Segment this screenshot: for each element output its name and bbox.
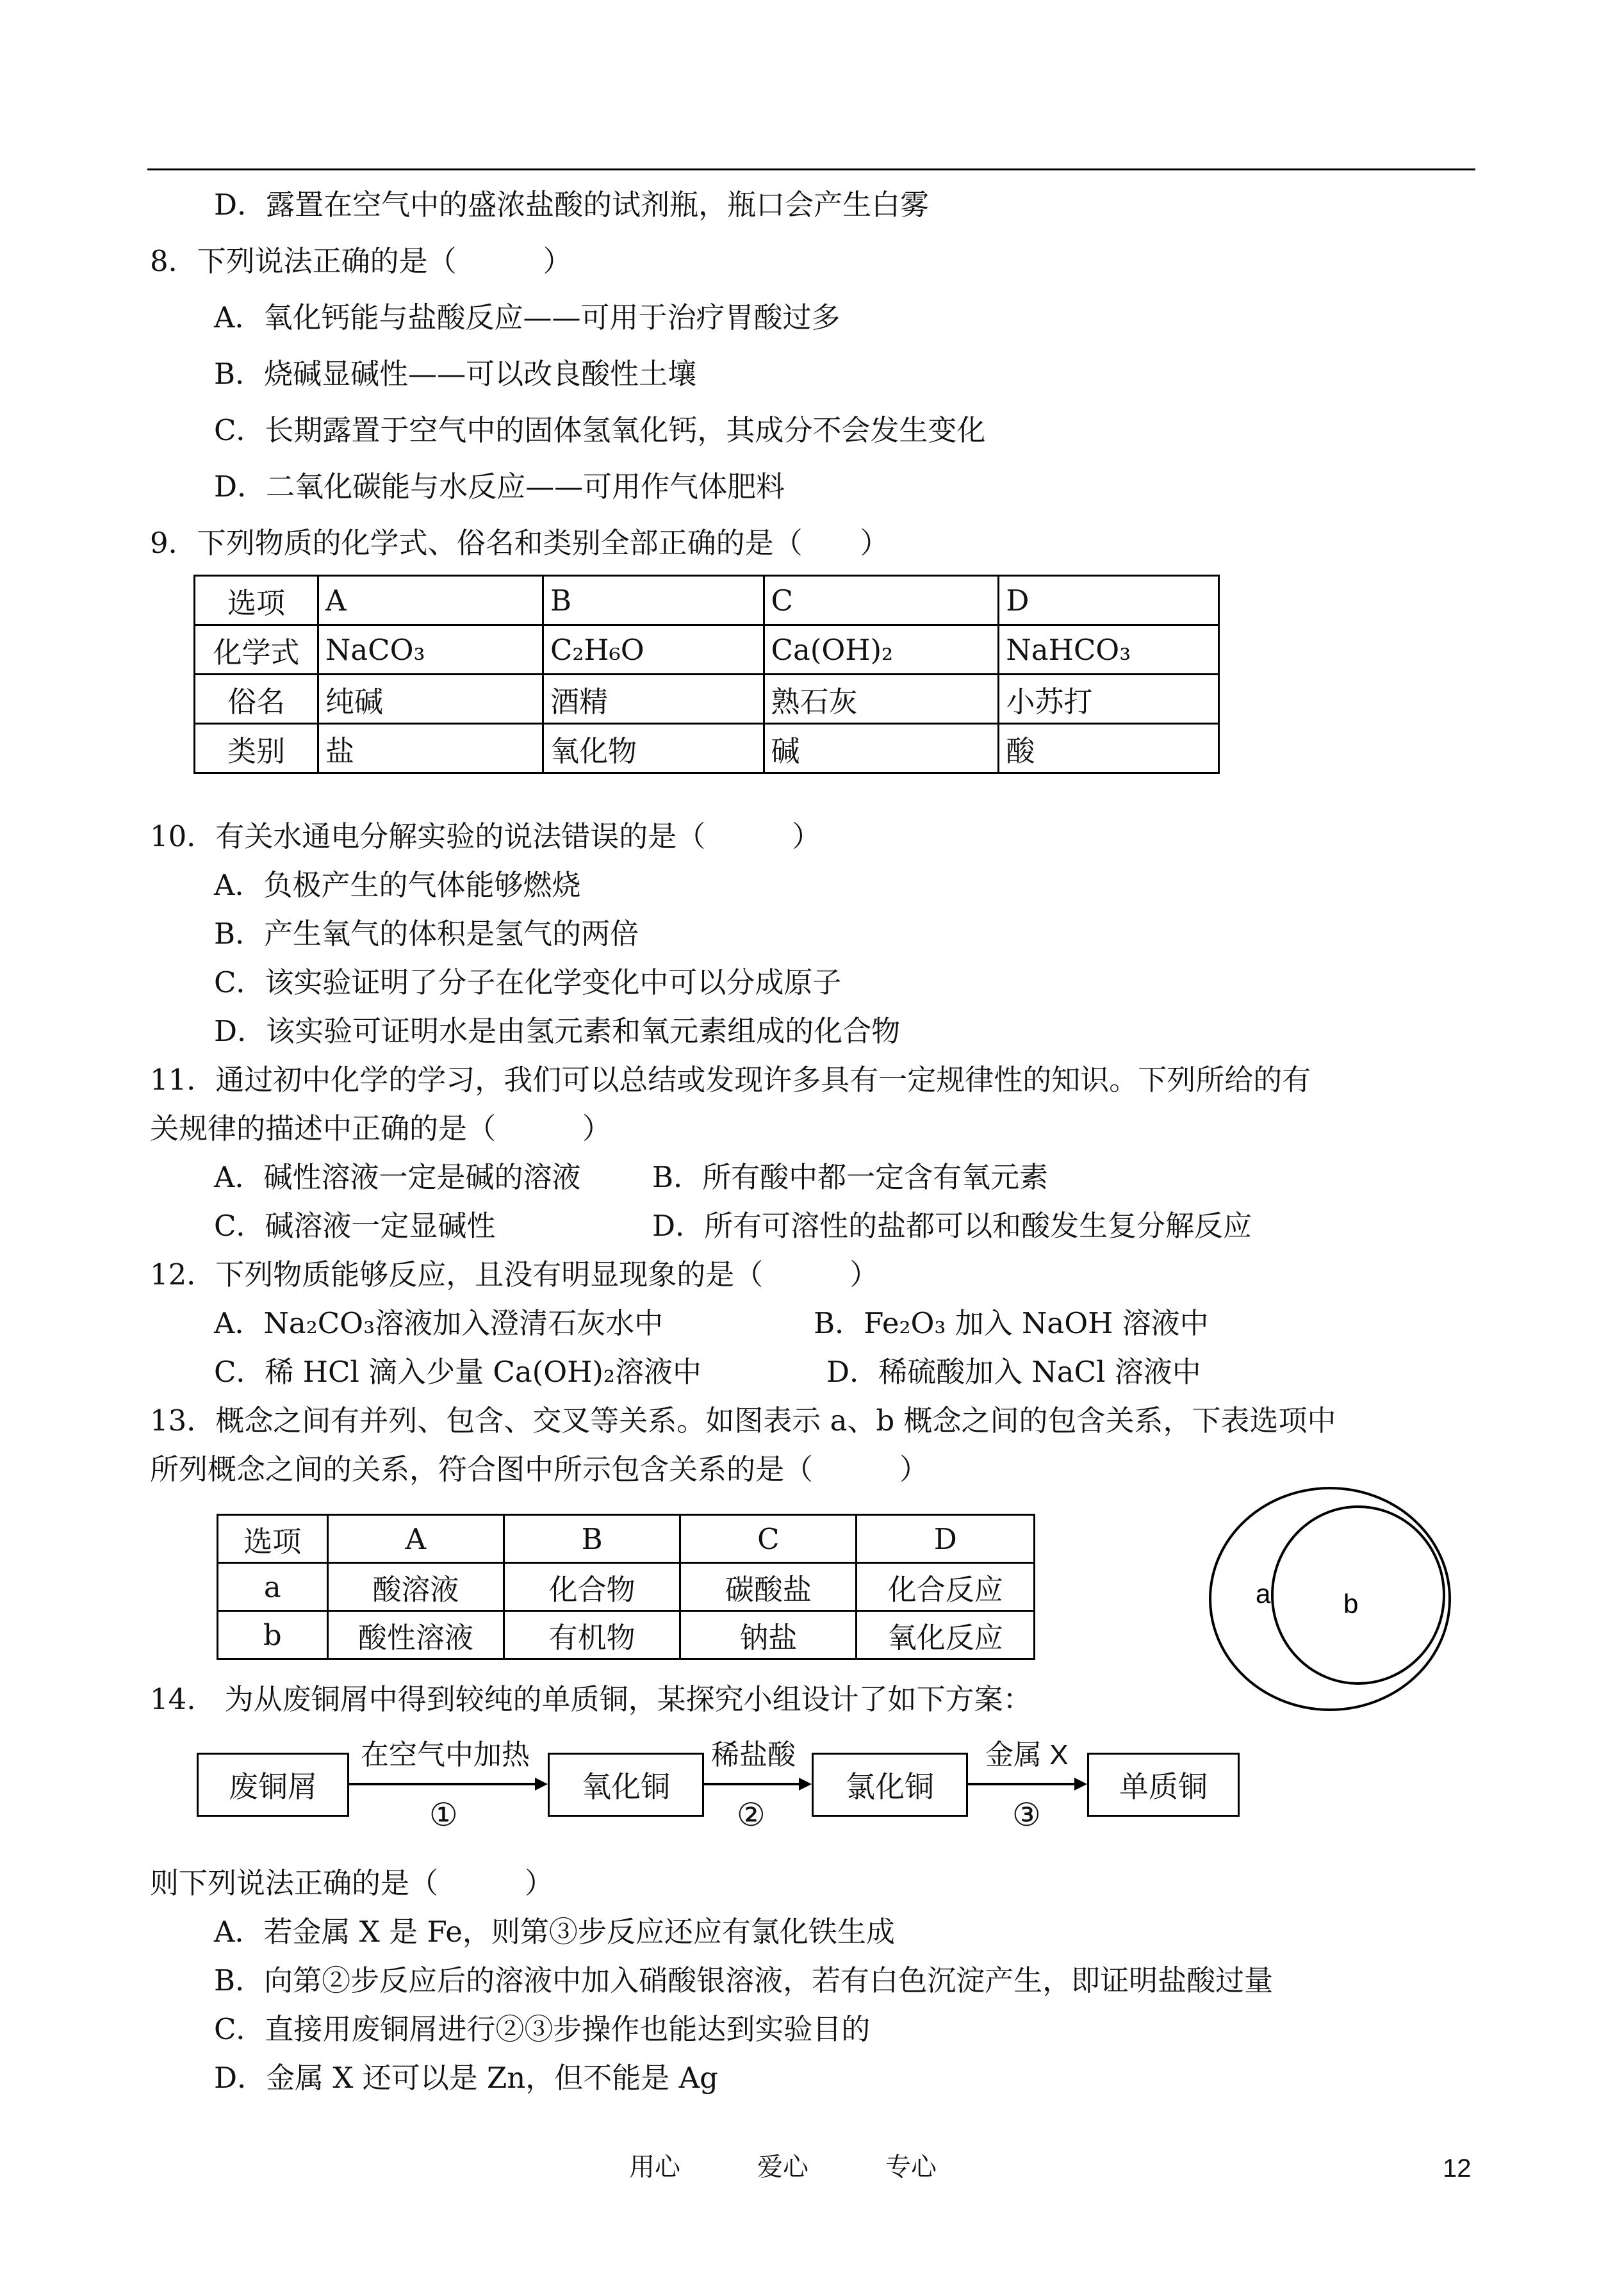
flow-box-scrap-copper: 废铜屑 [197, 1753, 349, 1817]
q7-option-d: D．露置在空气中的盛浓盐酸的试剂瓶，瓶口会产生白雾 [214, 188, 930, 222]
table-row [195, 675, 1219, 724]
table-cell: 酸溶液 [327, 1563, 504, 1611]
flow-box-copper-chloride: 氯化铜 [812, 1753, 968, 1817]
table-cell: 酸性溶液 [327, 1611, 504, 1659]
q11-stem-line2: 关规律的描述中正确的是（ ） [150, 1111, 612, 1145]
table-cell: D [857, 1515, 1035, 1563]
table-cell: 熟石灰 [764, 675, 999, 724]
table-cell: 碳酸盐 [680, 1563, 857, 1611]
q11-stem-line1: 11．通过初中化学的学习，我们可以总结或发现许多具有一定规律性的知识。下列所给的有 [150, 1063, 1311, 1097]
footer-item-3: 专心 [885, 2152, 937, 2182]
q14-option-a: A．若金属 X 是 Fe，则第③步反应还应有氯化铁生成 [214, 1915, 895, 1949]
q12-stem: 12．下列物质能够反应，且没有明显现象的是（ ） [150, 1258, 879, 1291]
table-cell: A [318, 576, 543, 625]
arrow-head-2 [799, 1778, 812, 1790]
footer-item-1: 用心 [629, 2152, 680, 2182]
header-rule [147, 168, 1475, 170]
table-cell: C [764, 576, 999, 625]
q8-option-c: C．长期露置于空气中的固体氢氧化钙，其成分不会发生变化 [214, 413, 986, 447]
table-cell: 氧化物 [543, 724, 764, 773]
table-row [218, 1611, 1035, 1659]
table-cell: A [327, 1515, 504, 1563]
q10-option-a: A．负极产生的气体能够燃烧 [214, 868, 581, 902]
q8-stem: 8．下列说法正确的是（ ） [150, 244, 572, 278]
table-cell: NaCO₃ [318, 625, 543, 675]
venn-outer-circle [1210, 1488, 1450, 1710]
table-cell: B [543, 576, 764, 625]
q13-table [217, 1514, 1035, 1660]
table-cell: 酒精 [543, 675, 764, 724]
q10-option-c: C．该实验证明了分子在化学变化中可以分成原子 [214, 965, 842, 999]
flow-step-1: ① [429, 1796, 458, 1833]
table-row [195, 576, 1219, 625]
q9-table [193, 575, 1220, 774]
flow-arrow-label-3: 金属 X [985, 1739, 1069, 1771]
table-cell: 钠盐 [680, 1611, 857, 1659]
table-cell: D [999, 576, 1219, 625]
table-cell: 碱 [764, 724, 999, 773]
table-cell: C₂H₆O [543, 625, 764, 675]
q12-option-a: A．Na₂CO₃溶液加入澄清石灰水中 [214, 1306, 664, 1340]
venn-label-a: a [1256, 1578, 1271, 1609]
q14-option-d: D．金属 X 还可以是 Zn，但不能是 Ag [214, 2061, 718, 2095]
q8-option-a: A．氧化钙能与盐酸反应——可用于治疗胃酸过多 [214, 300, 841, 334]
flow-arrows [349, 1774, 1087, 1794]
table-cell: 化合反应 [857, 1563, 1035, 1611]
table-cell: 小苏打 [999, 675, 1219, 724]
q11-option-a: A．碱性溶液一定是碱的溶液 [214, 1160, 581, 1194]
table-cell: 化学式 [195, 625, 318, 675]
q13-stem-line1: 13．概念之间有并列、包含、交叉等关系。如图表示 a、b 概念之间的包含关系，下表选项中 [150, 1404, 1336, 1438]
q9-stem: 9．下列物质的化学式、俗名和类别全部正确的是（ ） [150, 526, 889, 560]
table-cell: 酸 [999, 724, 1219, 773]
table-cell: 类别 [195, 724, 318, 773]
table-cell: 纯碱 [318, 675, 543, 724]
table-cell: 盐 [318, 724, 543, 773]
table-cell: B [504, 1515, 680, 1563]
q11-option-b: B．所有酸中都一定含有氧元素 [652, 1160, 1049, 1194]
q14-stem: 14. 为从废铜屑中得到较纯的单质铜，某探究小组设计了如下方案： [150, 1682, 1032, 1716]
flow-arrow-label-1: 在空气中加热 [361, 1739, 530, 1771]
table-cell: 选项 [195, 576, 318, 625]
venn-label-b: b [1343, 1589, 1359, 1619]
q8-option-d: D．二氧化碳能与水反应——可用作气体肥料 [214, 470, 785, 504]
flow-step-3: ③ [1012, 1796, 1041, 1833]
flow-box-pure-copper: 单质铜 [1087, 1753, 1240, 1817]
flow-step-2: ② [737, 1796, 766, 1833]
flow-arrow-label-2: 稀盐酸 [711, 1739, 796, 1771]
q12-option-b: B．Fe₂O₃ 加入 NaOH 溶液中 [814, 1306, 1209, 1340]
table-row [195, 724, 1219, 773]
arrow-head-3 [1074, 1778, 1087, 1790]
arrow-head-1 [535, 1778, 548, 1790]
q10-option-b: B．产生氧气的体积是氢气的两倍 [214, 917, 639, 951]
q12-option-d: D．稀硫酸加入 NaCl 溶液中 [826, 1355, 1201, 1389]
flow-box-copper-oxide: 氧化铜 [548, 1753, 704, 1817]
q10-stem: 10．有关水通电分解实验的说法错误的是（ ） [150, 819, 821, 853]
q14-ask: 则下列说法正确的是（ ） [150, 1866, 554, 1900]
table-row [218, 1515, 1035, 1563]
q14-option-b: B．向第②步反应后的溶液中加入硝酸银溶液，若有白色沉淀产生，即证明盐酸过量 [214, 1963, 1274, 1997]
footer-item-2: 爱心 [757, 2152, 808, 2182]
table-cell: 氧化反应 [857, 1611, 1035, 1659]
table-cell: NaHCO₃ [999, 625, 1219, 675]
table-cell: 俗名 [195, 675, 318, 724]
q11-option-d: D．所有可溶性的盐都可以和酸发生复分解反应 [652, 1209, 1252, 1243]
table-cell: b [218, 1611, 328, 1659]
q12-option-c: C．稀 HCl 滴入少量 Ca(OH)₂溶液中 [214, 1355, 701, 1389]
table-cell: 化合物 [504, 1563, 680, 1611]
venn-diagram [1204, 1483, 1456, 1715]
table-cell: a [218, 1563, 328, 1611]
q11-option-c: C．碱溶液一定显碱性 [214, 1209, 496, 1243]
table-cell: Ca(OH)₂ [764, 625, 999, 675]
page-number: 12 [1443, 2154, 1472, 2183]
q8-option-b: B．烧碱显碱性——可以改良酸性土壤 [214, 357, 697, 391]
table-row [218, 1563, 1035, 1611]
table-cell: 选项 [218, 1515, 328, 1563]
table-cell: 有机物 [504, 1611, 680, 1659]
table-row [195, 625, 1219, 675]
q14-option-c: C．直接用废铜屑进行②③步操作也能达到实验目的 [214, 2012, 871, 2046]
q10-option-d: D．该实验可证明水是由氢元素和氧元素组成的化合物 [214, 1014, 901, 1048]
table-cell: C [680, 1515, 857, 1563]
q13-stem-line2: 所列概念之间的关系，符合图中所示包含关系的是（ ） [150, 1452, 929, 1486]
